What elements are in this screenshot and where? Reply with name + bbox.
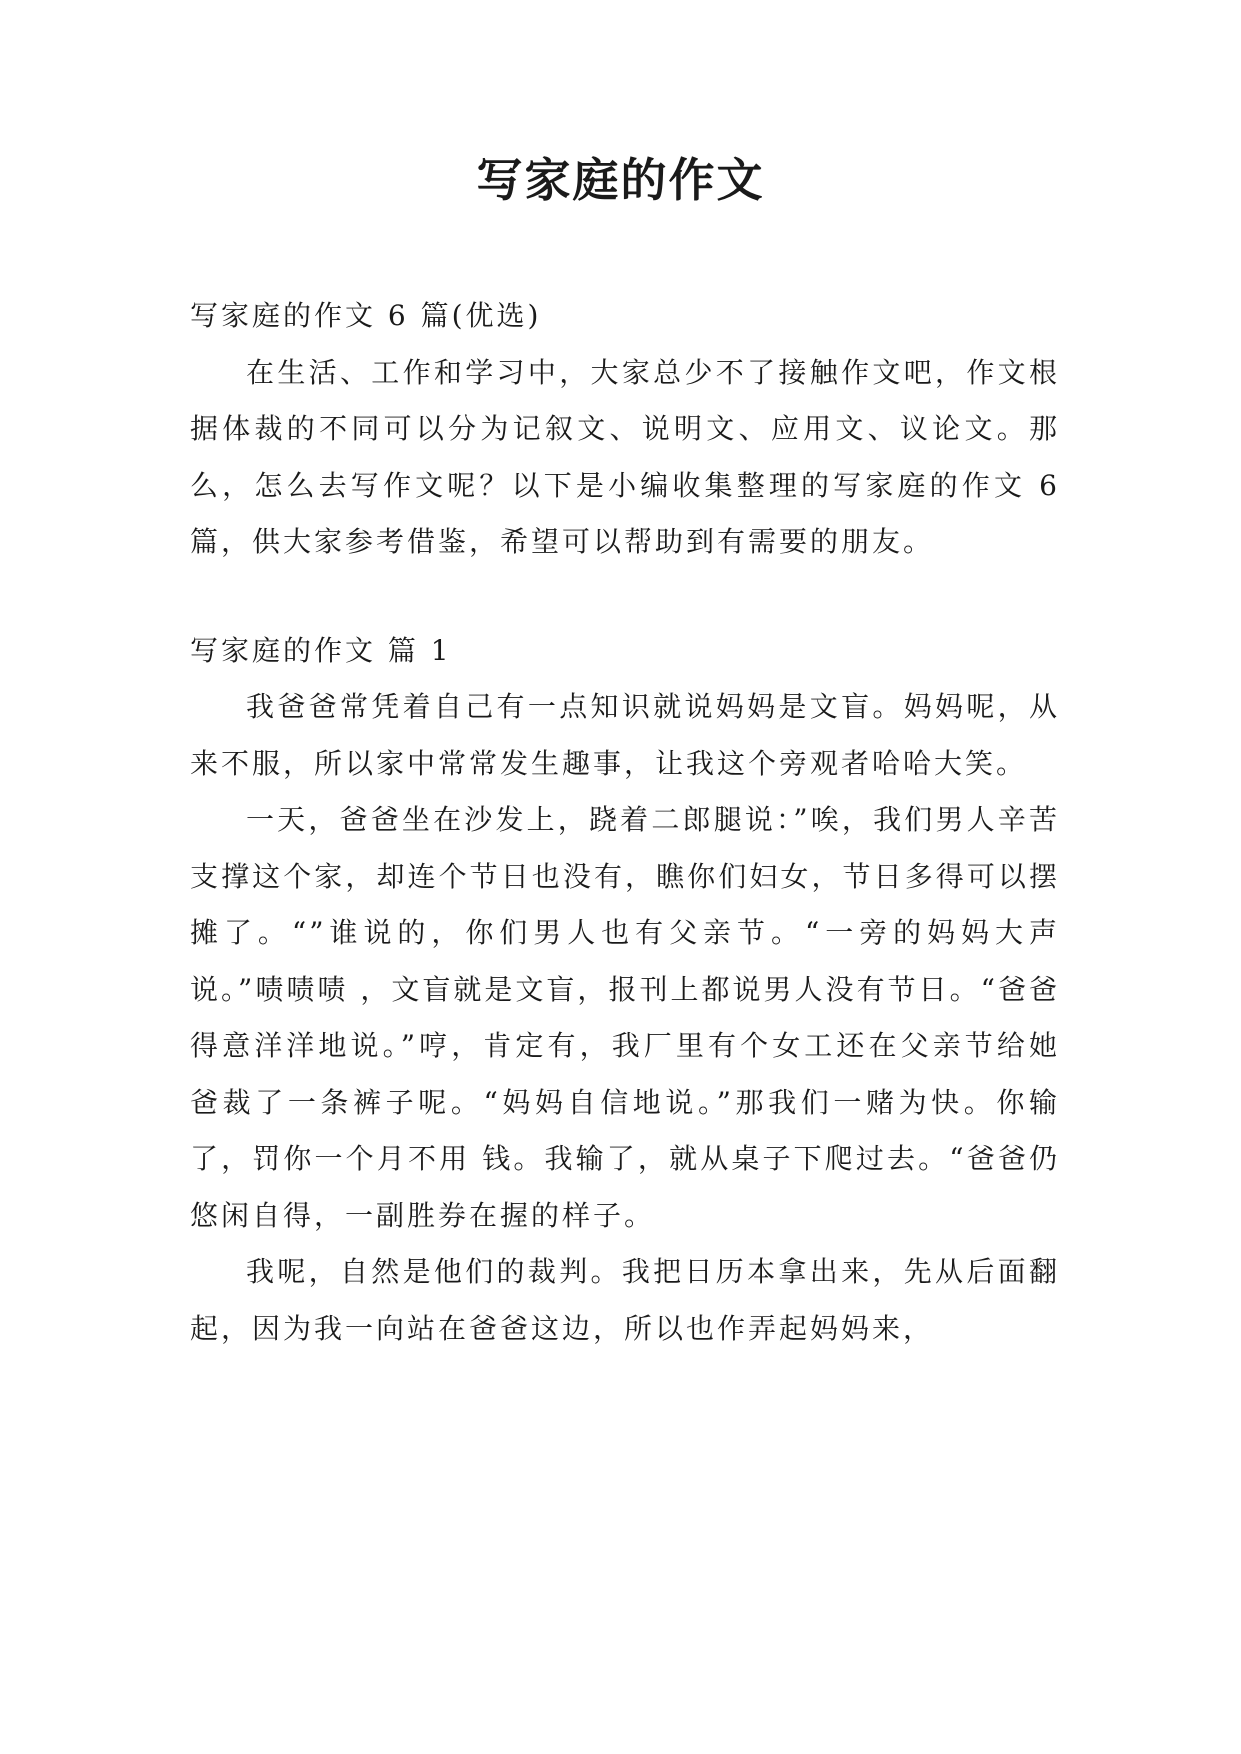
document-body <box>190 288 1060 1357</box>
section-heading: 写家庭的作文 篇 1 <box>190 633 452 667</box>
body-paragraph: 一天，爸爸坐在沙发上，跷着二郎腿说：”唉，我们男人辛苦支撑这个家，却连个节日也没有，瞧你们妇女，节日多得可以摆摊了。“”谁说的，你们男人也有父亲节。“一旁的妈妈大声说。”啧啧啧 ，文盲就是文盲，报刊上都说男人没有节日。“爸爸得意洋洋地说。”哼，肯定有，我厂里有个女工还在父亲节给她爸裁了一条裤子呢。“妈妈自信地说。”那我们一赌为快。你输了，罚你一个月不用 钱。我输了，就从桌子下爬过去。“爸爸仍悠闲自得，一副胜券在握的样子。 <box>190 803 1060 1232</box>
body-paragraph: 我呢，自然是他们的裁判。我把日历本拿出来，先从后面翻起，因为我一向站在爸爸这边，所以也作弄起妈妈来， <box>190 1255 1060 1345</box>
intro-paragraph: 在生活、工作和学习中，大家总少不了接触作文吧，作文根据体裁的不同可以分为记叙文、说明文、应用文、议论文。那么，怎么去写作文呢？以下是小编收集整理的写家庭的作文 6 篇，供大家参考借鉴，希望可以帮助到有需要的朋友。 <box>190 355 1060 558</box>
document-subtitle: 写家庭的作文 6 篇(优选) <box>190 299 542 332</box>
page-title: 写家庭的作文 <box>476 153 765 207</box>
section-spacer <box>190 571 1060 623</box>
body-paragraph: 我爸爸常凭着自己有一点知识就说妈妈是文盲。妈妈呢，从来不服，所以家中常常发生趣事，让我这个旁观者哈哈大笑。 <box>190 690 1060 780</box>
